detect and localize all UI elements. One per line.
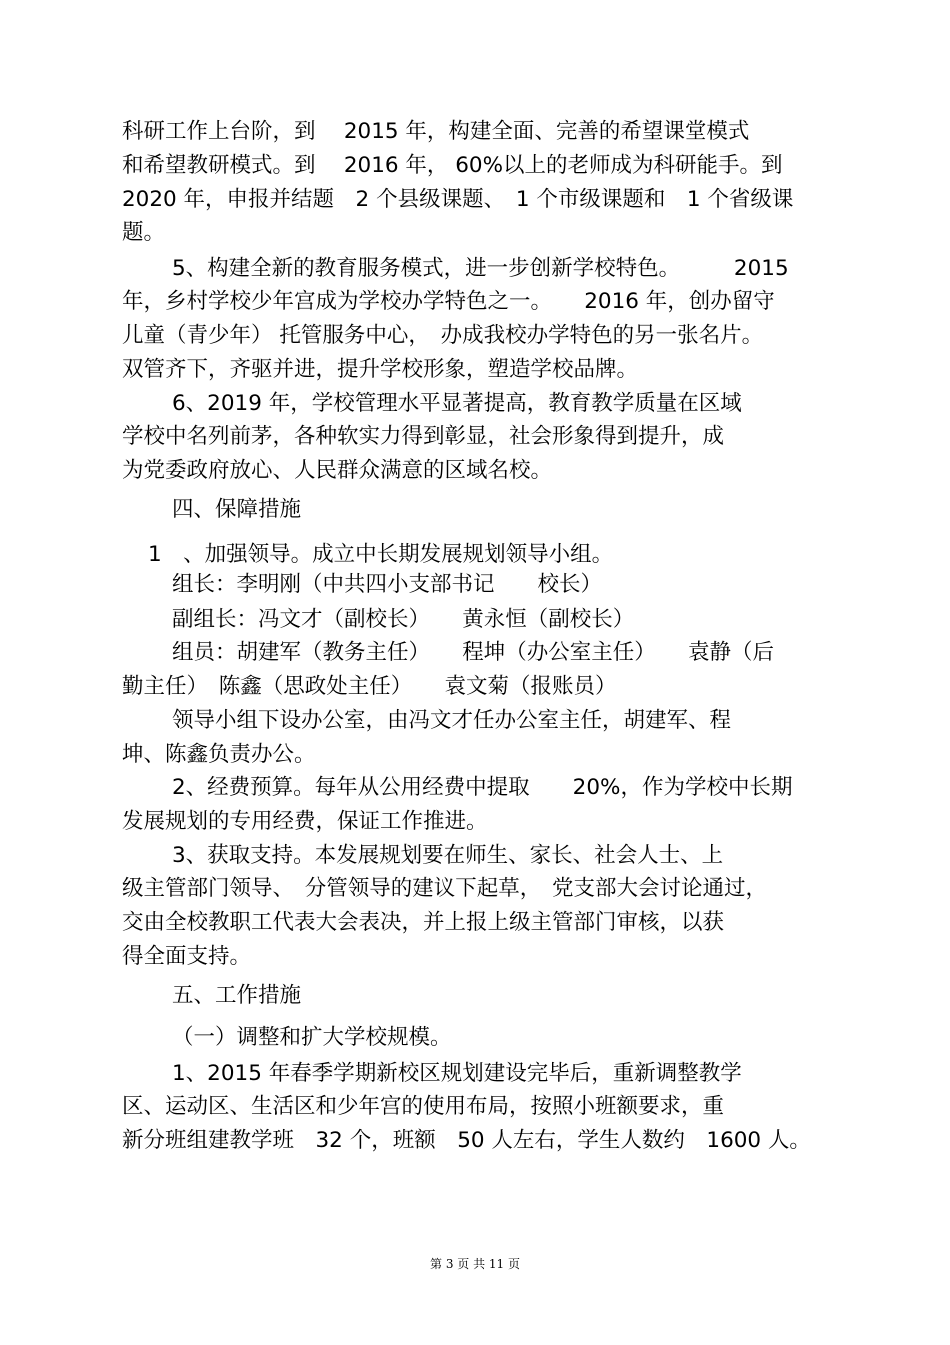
body-text-line: 5、构建全新的教育服务模式，进一步创新学校特色。 2015	[172, 256, 789, 281]
body-text-line: 新分班组建教学班 32 个，班额 50 人左右，学生人数约 1600 人。	[122, 1128, 811, 1153]
section-heading: 五、工作措施	[172, 983, 302, 1008]
body-text-line: 级主管部门领导、 分管领导的建议下起草， 党支部大会讨论通过，	[122, 876, 768, 901]
body-text-line: 领导小组下设办公室，由冯文才任办公室主任，胡建军、程	[172, 708, 732, 733]
body-text-line: 得全面支持。	[122, 944, 252, 969]
body-text-line: 勤主任） 陈鑫（思政处主任） 袁文菊（报账员）	[122, 674, 617, 699]
body-text-line: 双管齐下，齐驱并进，提升学校形象，塑造学校品牌。	[122, 357, 639, 382]
body-text-line: 题。	[122, 220, 166, 245]
body-text-line: 1 、加强领导。成立中长期发展规划领导小组。	[148, 542, 614, 567]
body-text-line: 和希望教研模式。到 2016 年， 60%以上的老师成为科研能手。到	[122, 153, 783, 178]
body-text-line: 2020 年，申报并结题 2 个县级课题、 1 个市级课题和 1 个省级课	[122, 187, 794, 212]
section-heading: 四、保障措施	[172, 497, 302, 522]
page-number-footer: 第 3 页 共 11 页	[430, 1257, 520, 1271]
body-text-line: 学校中名列前茅，各种软实力得到彰显，社会形象得到提升，成	[122, 424, 725, 449]
body-text-line: 科研工作上台阶，到 2015 年，构建全面、完善的希望课堂模式	[122, 119, 750, 144]
body-text-line: 副组长：冯文才（副校长） 黄永恒（副校长）	[172, 607, 635, 632]
body-text-line: 区、运动区、生活区和少年宫的使用布局，按照小班额要求，重	[122, 1094, 725, 1119]
body-text-line: 6、2019 年，学校管理水平显著提高，教育教学质量在区域	[172, 391, 742, 416]
body-text-line: 为党委政府放心、人民群众满意的区域名校。	[122, 458, 553, 483]
body-text-line: 1、2015 年春季学期新校区规划建设完毕后，重新调整教学	[172, 1061, 742, 1086]
body-text-line: 3、获取支持。本发展规划要在师生、家长、社会人士、上	[172, 843, 724, 868]
body-text-line: 2、经费预算。每年从公用经费中提取 20%，作为学校中长期	[172, 775, 793, 800]
subsection-heading: （一）调整和扩大学校规模。	[172, 1025, 452, 1050]
body-text-line: 发展规划的专用经费，保证工作推进。	[122, 809, 488, 834]
body-text-line: 组员：胡建军（教务主任） 程坤（办公室主任） 袁静（后	[172, 640, 775, 665]
body-text-line: 年，乡村学校少年宫成为学校办学特色之一。 2016 年，创办留守	[122, 289, 775, 314]
body-text-line: 组长：李明刚（中共四小支部书记 校长）	[172, 572, 603, 597]
body-text-line: 交由全校教职工代表大会表决，并上报上级主管部门审核，以获	[122, 910, 725, 935]
body-text-line: 儿童（青少年） 托管服务中心， 办成我校办学特色的另一张名片。	[122, 323, 764, 348]
body-text-line: 坤、陈鑫负责办公。	[122, 742, 316, 767]
